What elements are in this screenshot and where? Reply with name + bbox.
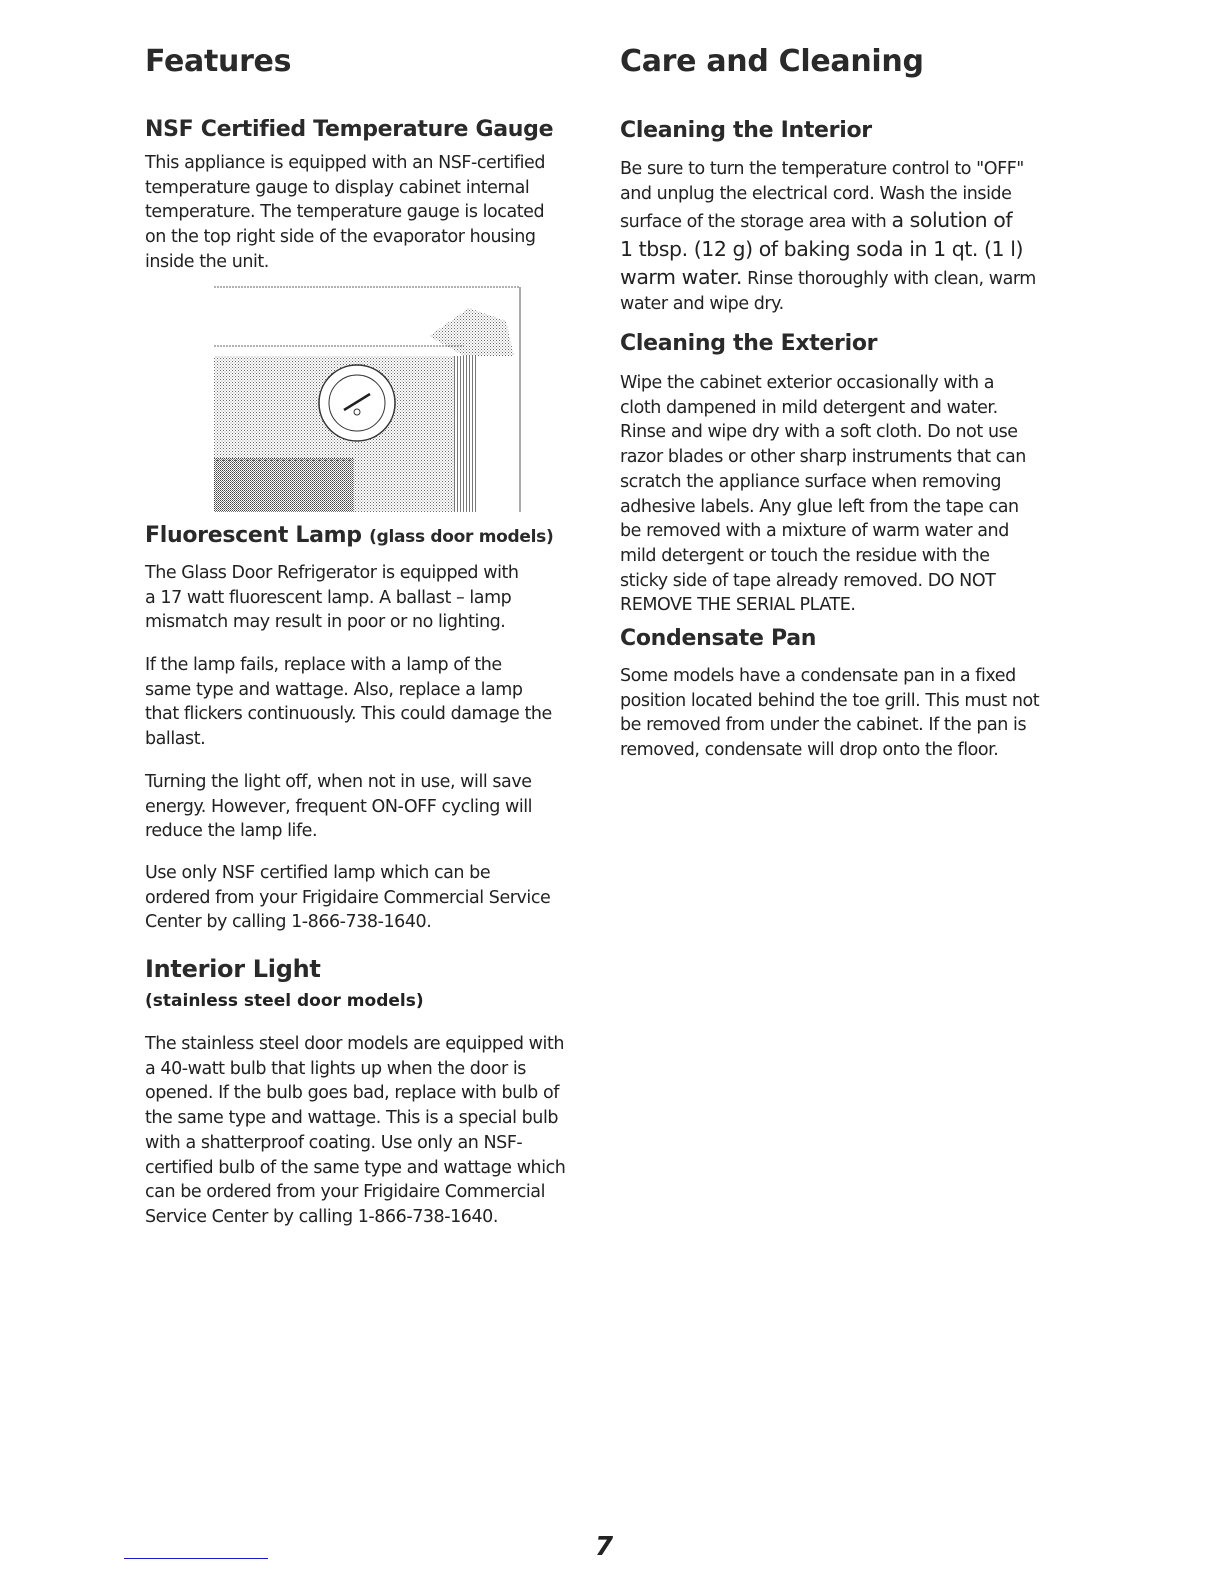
text-line: same type and wattage. Also, replace a lamp: [145, 679, 523, 700]
nsf-gauge-heading: NSF Certified Temperature Gauge: [145, 117, 554, 142]
text-line: certified bulb of the same type and wattage which: [145, 1157, 566, 1178]
text-part: a solution of: [891, 208, 1013, 233]
text-part: warm water.: [620, 265, 742, 290]
text-line: 1 tbsp. (12 g) of baking soda in 1 qt. (1 l): [620, 237, 1024, 262]
text-part: Rinse thoroughly with clean, warm: [741, 269, 1036, 290]
text-line: on the top right side of the evaporator housing: [145, 227, 536, 248]
fluorescent-lamp-heading: [145, 523, 553, 548]
text-part: surface of the storage area with: [620, 212, 892, 233]
text-line: Wipe the cabinet exterior occasionally with a: [620, 373, 995, 393]
cleaning-interior-text: [620, 157, 1036, 317]
cleaning-exterior-text: [620, 371, 1026, 618]
text-line: razor blades or other sharp instruments that can: [620, 447, 1026, 468]
text-line: water and wipe dry.: [620, 293, 784, 314]
fluorescent-lamp-title: Fluorescent Lamp: [145, 523, 362, 548]
text-line: [620, 263, 1036, 292]
text-line: The Glass Door Refrigerator is equipped with: [145, 563, 519, 583]
nsf-gauge-text: [145, 151, 545, 275]
text-line: reduce the lamp life.: [145, 821, 318, 842]
text-line: position located behind the toe grill. This must not: [620, 690, 1040, 711]
lamp-paragraph-1: [145, 561, 519, 635]
text-line: This appliance is equipped with an NSF-certified: [145, 153, 546, 173]
text-line: sticky side of tape already removed. DO NOT: [620, 570, 996, 591]
text-line: the same type and wattage. This is a special bulb: [145, 1108, 559, 1129]
text-line: If the lamp fails, replace with a lamp of the: [145, 655, 502, 675]
text-line: a 40-watt bulb that lights up when the door is: [145, 1058, 526, 1079]
text-line: Some models have a condensate pan in a fixed: [620, 666, 1016, 686]
lamp-paragraph-4: [145, 861, 550, 935]
text-line: Turning the light off, when not in use, will save: [145, 772, 532, 792]
text-line: a 17 watt fluorescent lamp. A ballast – lamp: [145, 587, 512, 608]
lamp-paragraph-3: [145, 770, 532, 844]
interior-light-text: [145, 1032, 565, 1230]
text-line: adhesive labels. Any glue left from the tape can: [620, 496, 1019, 517]
text-line: REMOVE THE SERIAL PLATE.: [620, 595, 856, 616]
condensate-pan-heading: Condensate Pan: [620, 626, 817, 651]
cleaning-exterior-heading: Cleaning the Exterior: [620, 331, 878, 356]
text-line: ballast.: [145, 729, 206, 750]
text-line: inside the unit.: [145, 251, 269, 272]
text-line: that flickers continuously. This could damage the: [145, 704, 552, 725]
text-line: energy. However, frequent ON-OFF cycling will: [145, 796, 533, 817]
text-line: ordered from your Frigidaire Commercial Service: [145, 887, 551, 908]
interior-light-subheading: (stainless steel door models): [145, 991, 424, 1011]
text-line: be removed from under the cabinet. If the pan is: [620, 715, 1027, 736]
text-line: Service Center by calling 1-866-738-1640.: [145, 1206, 498, 1227]
text-line: mild detergent or touch the residue with the: [620, 545, 990, 566]
lamp-paragraph-2: [145, 653, 552, 752]
text-line: be removed with a mixture of warm water and: [620, 521, 1009, 542]
text-line: mismatch may result in poor or no lighting.: [145, 612, 506, 633]
cleaning-interior-heading: Cleaning the Interior: [620, 118, 872, 143]
text-line: temperature gauge to display cabinet internal: [145, 177, 530, 198]
text-line: Be sure to turn the temperature control to "OFF": [620, 159, 1024, 179]
page-number: 7: [595, 1532, 614, 1562]
interior-light-heading: Interior Light: [145, 955, 321, 983]
temperature-gauge-illustration: [214, 286, 522, 512]
text-line: scratch the appliance surface when removing: [620, 471, 1001, 492]
care-cleaning-title: Care and Cleaning: [620, 44, 924, 79]
text-line: opened. If the bulb goes bad, replace with bulb of: [145, 1083, 559, 1104]
text-line: [620, 206, 1036, 235]
text-line: removed, condensate will drop onto the floor.: [620, 740, 999, 761]
text-line: with a shatterproof coating. Use only an NSF-: [145, 1132, 523, 1153]
text-line: Rinse and wipe dry with a soft cloth. Do not use: [620, 422, 1018, 443]
text-line: The stainless steel door models are equipped with: [145, 1034, 565, 1054]
text-line: and unplug the electrical cord. Wash the inside: [620, 183, 1012, 204]
glass-door-note: (glass door models): [369, 527, 554, 547]
text-line: can be ordered from your Frigidaire Commercial: [145, 1182, 545, 1203]
text-line: temperature. The temperature gauge is located: [145, 202, 545, 223]
text-line: cloth dampened in mild detergent and water.: [620, 397, 998, 418]
features-title: Features: [145, 44, 292, 79]
footer-rule: [124, 1558, 268, 1559]
text-line: Use only NSF certified lamp which can be: [145, 863, 491, 883]
text-line: Center by calling 1-866-738-1640.: [145, 912, 432, 933]
condensate-pan-text: [620, 664, 1039, 763]
